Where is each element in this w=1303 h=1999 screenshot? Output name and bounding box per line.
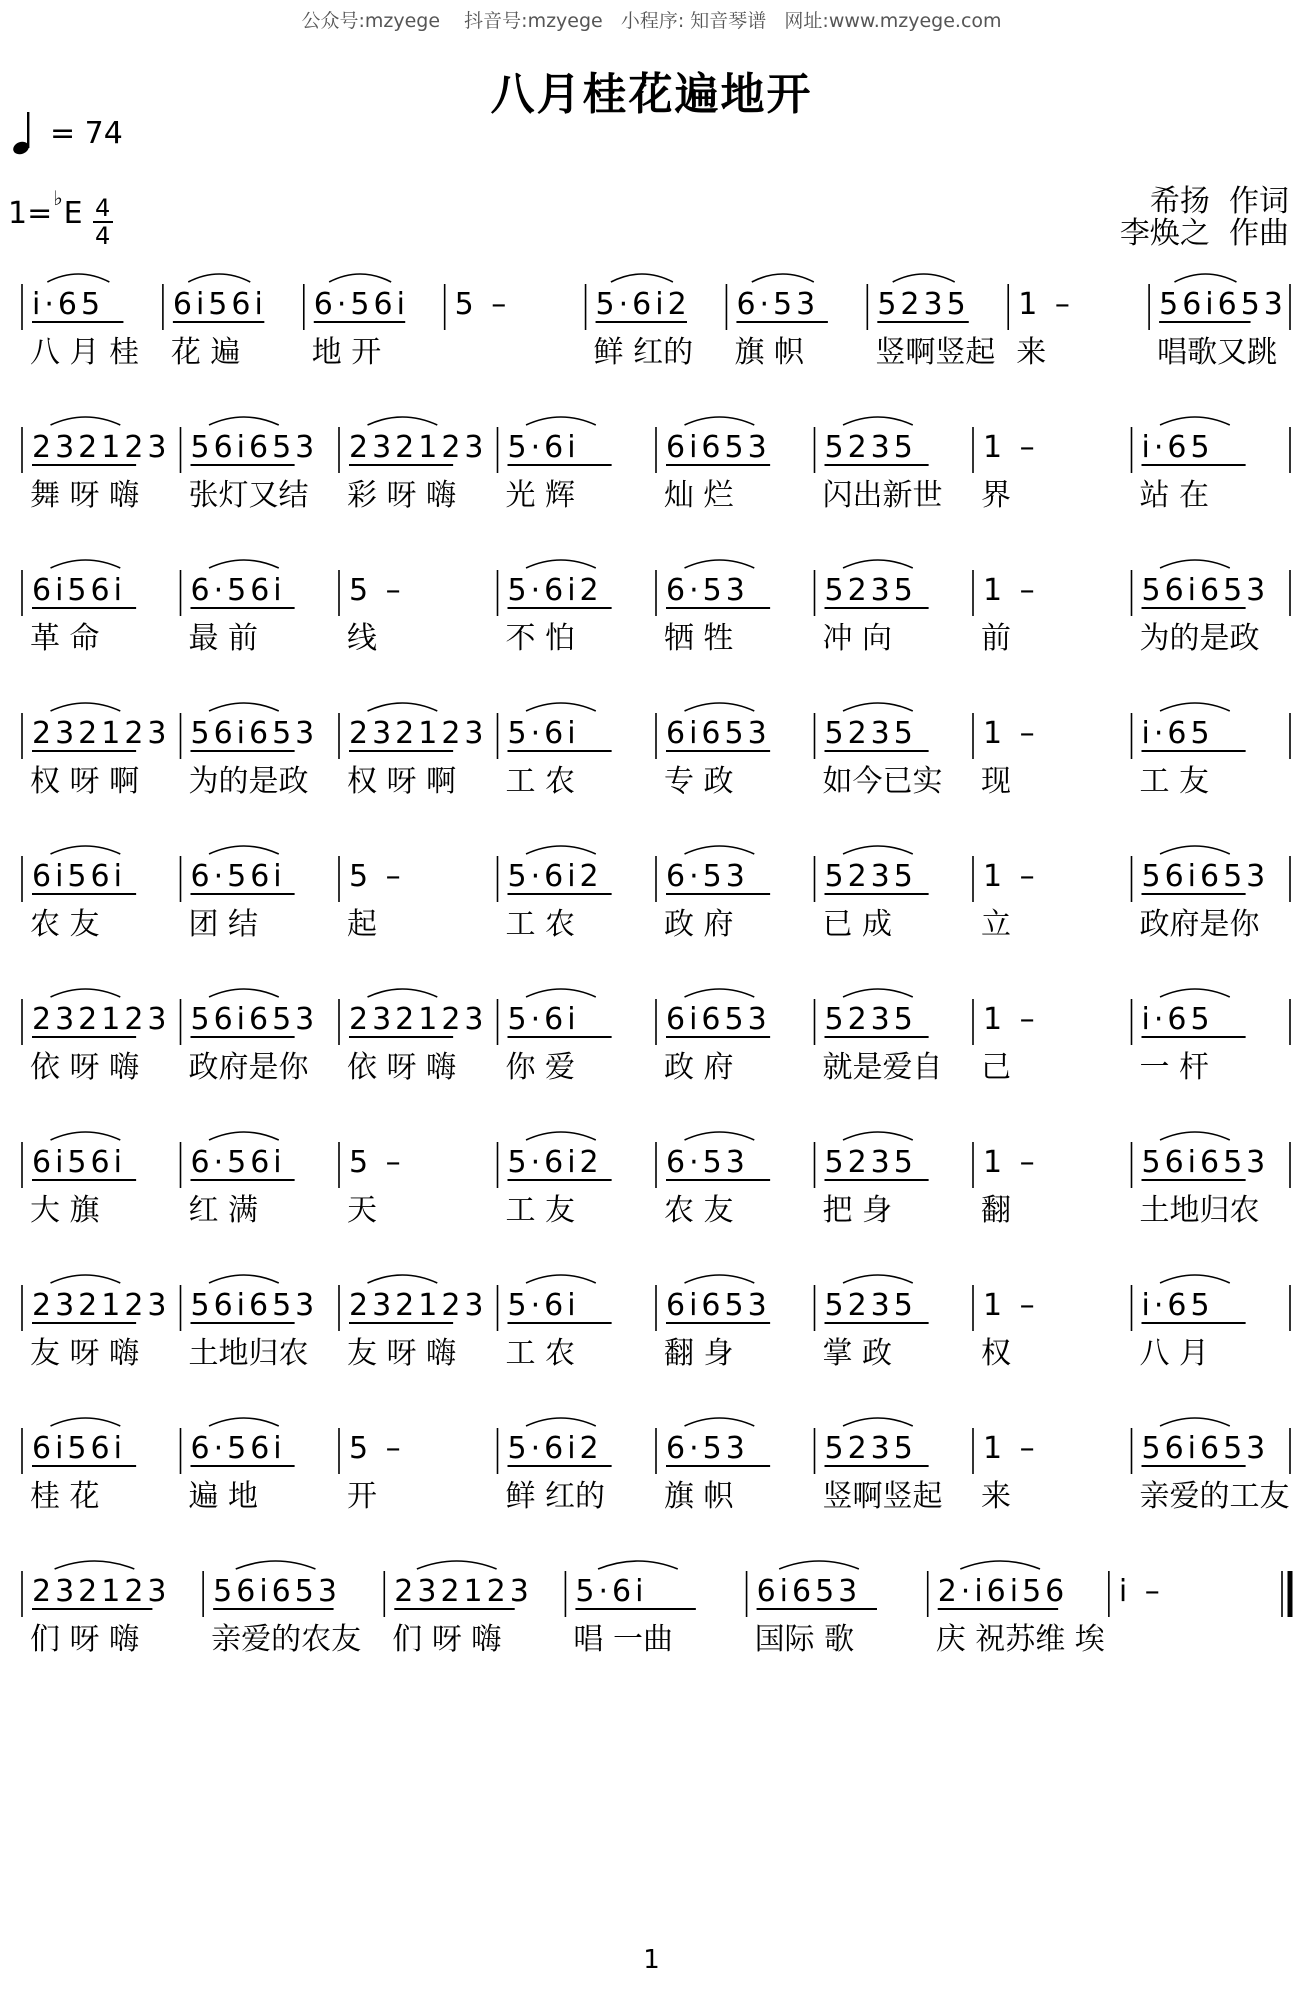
song-title: 八月桂花遍地开: [490, 69, 813, 120]
measure-notes: 6·53: [666, 573, 749, 608]
lyric-text: 工 友: [505, 1193, 576, 1228]
measure-notes: 6i653: [666, 1288, 771, 1323]
slur-mark: [685, 846, 755, 854]
slur-mark: [685, 989, 755, 997]
lyric-text: 站 在: [1139, 478, 1210, 513]
notation-system: [0, 834, 1303, 974]
measure-notes: 5 –: [454, 287, 511, 322]
measure-notes: 6·53: [666, 1431, 749, 1466]
barline-layer: [0, 405, 1303, 545]
lyric-text: 现: [981, 764, 1011, 799]
measure-notes: 232123: [394, 1574, 533, 1609]
slur-mark: [55, 1561, 135, 1569]
slur-mark: [209, 989, 279, 997]
lyric-text: 工 农: [505, 764, 576, 799]
measure-notes: 56i653: [190, 716, 319, 751]
slur-mark: [779, 1561, 859, 1569]
lyric-text: 灿 烂: [664, 478, 734, 513]
lyric-text: 一 杆: [1139, 1050, 1210, 1085]
measure-notes: 232123: [32, 430, 171, 465]
lyric-text: 土地归农: [188, 1336, 309, 1371]
slur-mark: [526, 989, 596, 997]
measure-notes: 5·6i2: [595, 287, 691, 322]
measure-notes: 5·6i: [507, 1002, 580, 1037]
lyric-text: 闪出新世: [822, 478, 943, 513]
slur-mark: [209, 703, 279, 711]
lyric-text: 最 前: [188, 621, 259, 656]
lyric-text: 地 开: [311, 335, 382, 370]
lyric-text: 红 满: [188, 1193, 259, 1228]
tempo-value: = 74: [50, 115, 123, 151]
slur-mark: [526, 417, 596, 425]
measure-notes: 56i653: [1141, 1145, 1270, 1180]
measure-notes: 6·53: [736, 287, 820, 322]
measure-notes: i·65: [1141, 1002, 1214, 1037]
slur-mark: [51, 989, 121, 997]
slur-mark: [685, 703, 755, 711]
lyric-text: 唱 一曲: [573, 1622, 673, 1657]
notation-system: [0, 1120, 1303, 1260]
lyric-text: 天: [347, 1193, 377, 1228]
slur-mark: [51, 846, 121, 854]
measure-notes: 232123: [32, 1002, 171, 1037]
key-prefix: 1=: [8, 196, 53, 231]
lyric-text: 农 友: [664, 1193, 734, 1228]
notation-system: [0, 977, 1303, 1117]
measure-notes: 232123: [32, 716, 171, 751]
slur-mark: [526, 1418, 596, 1426]
slur-mark: [526, 703, 596, 711]
slur-mark: [1174, 274, 1236, 282]
lyric-text: 亲爱的农友: [211, 1622, 362, 1657]
lyric-text: 翻 身: [664, 1336, 734, 1371]
lyric-text: 大 旗: [30, 1193, 100, 1228]
lyric-text: 友 呀 嗨: [30, 1336, 140, 1371]
lyric-text: 把 身: [822, 1193, 893, 1228]
slur-mark: [526, 560, 596, 568]
slur-mark: [236, 1561, 316, 1569]
measure-notes: 6·56i: [190, 573, 286, 608]
measure-notes: i·65: [1141, 716, 1214, 751]
slur-mark: [1160, 1418, 1230, 1426]
measure-notes: 232123: [349, 1288, 488, 1323]
slur-mark: [51, 417, 121, 425]
lyric-text: 亲爱的工友: [1139, 1479, 1290, 1514]
lyric-text: 遍 地: [188, 1479, 259, 1514]
measure-notes: 5·6i2: [507, 1431, 603, 1466]
measure-notes: 5235: [824, 1145, 917, 1180]
time-top: 4: [95, 194, 111, 222]
lyric-text: 国际 歌: [754, 1622, 855, 1657]
measure-notes: 1 –: [983, 430, 1039, 465]
slur-mark: [526, 1275, 596, 1283]
lyric-text: 为的是政: [1139, 621, 1260, 656]
slur-mark: [51, 1132, 121, 1140]
slur-mark: [526, 1132, 596, 1140]
barline-layer: [0, 1406, 1303, 1546]
measure-notes: 5·6i: [507, 716, 580, 751]
measure-notes: i·65: [1141, 430, 1214, 465]
lyric-text: 起: [347, 907, 377, 942]
lyric-text: 彩 呀 嗨: [347, 478, 457, 513]
notation-system: [0, 405, 1303, 545]
slur-mark: [843, 703, 913, 711]
barline-layer: [0, 548, 1303, 688]
barline-layer: [0, 262, 1303, 402]
measure-notes: 5·6i: [507, 1288, 580, 1323]
barline-layer: [0, 977, 1303, 1117]
measure-notes: 5 –: [349, 1145, 405, 1180]
slur-mark: [209, 560, 279, 568]
lyric-text: 权 呀 啊: [347, 764, 457, 799]
slur-mark: [1160, 989, 1230, 997]
lyric-text: 己: [981, 1050, 1011, 1085]
measure-notes: 6i56i: [32, 573, 126, 608]
slur-mark: [209, 417, 279, 425]
lyric-text: 政府是你: [1139, 907, 1260, 942]
measure-notes: 56i653: [190, 1002, 319, 1037]
lyric-text: 立: [981, 907, 1011, 942]
measure-notes: 5·6i: [575, 1574, 648, 1609]
slur-mark: [843, 560, 913, 568]
measure-notes: 232123: [349, 1002, 488, 1037]
measure-notes: 6i653: [666, 430, 771, 465]
lyric-text: 权 呀 啊: [30, 764, 140, 799]
measure-notes: 5235: [824, 859, 917, 894]
slur-mark: [417, 1561, 497, 1569]
measure-notes: 5 –: [349, 573, 405, 608]
measure-notes: 5235: [877, 287, 970, 322]
composer-credit: 李焕之 作曲: [1119, 216, 1289, 251]
lyric-text: 们 呀 嗨: [392, 1622, 502, 1657]
measure-notes: 5·6i2: [507, 859, 603, 894]
slur-mark: [368, 417, 438, 425]
lyric-text: 依 呀 嗨: [30, 1050, 140, 1085]
lyric-text: 八 月 桂: [30, 335, 140, 370]
lyric-text: 旗 帜: [664, 1479, 734, 1514]
key-tonic: E: [63, 196, 83, 231]
slur-mark: [752, 274, 814, 282]
barline-layer: [0, 1120, 1303, 1260]
measure-notes: 6i56i: [172, 287, 267, 322]
measure-notes: 56i653: [1159, 287, 1287, 322]
measure-notes: 1 –: [983, 1002, 1039, 1037]
notation-system: [0, 1406, 1303, 1546]
lyric-text: 牺 牲: [664, 621, 734, 656]
measure-notes: 5235: [824, 430, 917, 465]
slur-mark: [526, 846, 596, 854]
lyric-text: 前: [981, 621, 1011, 656]
measure-notes: i·65: [32, 287, 105, 322]
slur-mark: [611, 274, 673, 282]
barline-layer: [0, 834, 1303, 974]
measure-notes: 6i653: [666, 716, 771, 751]
measure-notes: 1 –: [983, 1431, 1039, 1466]
lyric-text: 如今已实: [822, 764, 943, 799]
measure-notes: 5 –: [349, 859, 405, 894]
lyric-text: 竖啊竖起: [822, 1479, 943, 1514]
barline-layer: [0, 1263, 1303, 1403]
measure-notes: 5235: [824, 573, 917, 608]
time-signature: [93, 196, 113, 248]
lyric-text: 鲜 红的: [505, 1479, 606, 1514]
slur-mark: [47, 274, 109, 282]
slur-mark: [51, 560, 121, 568]
measure-notes: 5235: [824, 716, 917, 751]
slur-mark: [843, 1418, 913, 1426]
barline-layer: [0, 691, 1303, 831]
lyric-text: 工 友: [1139, 764, 1210, 799]
slur-mark: [685, 1132, 755, 1140]
time-bottom: 4: [95, 222, 111, 250]
lyric-text: 为的是政: [188, 764, 309, 799]
measure-notes: 6·56i: [190, 859, 286, 894]
lyricist-credit: 希扬 作词: [1149, 184, 1289, 219]
lyric-text: 唱歌又跳: [1157, 335, 1278, 370]
measure-notes: 5·6i2: [507, 573, 603, 608]
lyric-text: 线: [347, 621, 377, 656]
slur-mark: [685, 1275, 755, 1283]
slur-mark: [893, 274, 955, 282]
lyric-text: 开: [347, 1479, 377, 1514]
slur-mark: [368, 703, 438, 711]
slur-mark: [51, 703, 121, 711]
lyric-text: 政府是你: [188, 1050, 309, 1085]
slur-mark: [1160, 1132, 1230, 1140]
lyric-text: 你 爱: [505, 1050, 576, 1085]
barline-layer: [0, 1549, 1303, 1689]
measure-notes: 2·i6i56: [937, 1574, 1069, 1609]
slur-mark: [843, 417, 913, 425]
lyric-text: 光 辉: [505, 478, 576, 513]
slur-mark: [1160, 703, 1230, 711]
slur-mark: [51, 1275, 121, 1283]
measure-notes: i –: [1118, 1574, 1164, 1609]
lyric-text: 鲜 红的: [593, 335, 694, 370]
measure-notes: 6i653: [756, 1574, 862, 1609]
lyric-text: 革 命: [30, 621, 100, 656]
measure-notes: 1 –: [983, 716, 1039, 751]
lyric-text: 工 农: [505, 1336, 576, 1371]
slur-mark: [843, 1132, 913, 1140]
lyric-text: 来: [981, 1479, 1011, 1514]
measure-notes: 56i653: [1141, 573, 1270, 608]
measure-notes: 1 –: [983, 1145, 1039, 1180]
measure-notes: 6i653: [666, 1002, 771, 1037]
header-watermark-line: 公众号:mzyege 抖音号:mzyege 小程序: 知音琴谱 网址:www.mzyege.com: [301, 10, 1002, 32]
slur-mark: [209, 1132, 279, 1140]
measure-notes: 6·56i: [313, 287, 409, 322]
key-signature: [8, 186, 113, 250]
lyric-text: 团 结: [188, 907, 259, 942]
measure-notes: 6·56i: [190, 1431, 286, 1466]
measure-notes: 6i56i: [32, 859, 126, 894]
lyric-text: 翻: [981, 1193, 1011, 1228]
lyric-text: 八 月: [1139, 1336, 1210, 1371]
lyric-text: 们 呀 嗨: [30, 1622, 140, 1657]
slur-mark: [329, 274, 391, 282]
lyric-text: 旗 帜: [734, 335, 804, 370]
measure-notes: 6·53: [666, 859, 749, 894]
lyric-text: 界: [981, 478, 1011, 513]
notation-system: [0, 548, 1303, 688]
measure-notes: 1 –: [983, 859, 1039, 894]
slur-mark: [209, 1275, 279, 1283]
measure-notes: 5235: [824, 1288, 917, 1323]
slur-mark: [960, 1561, 1040, 1569]
measure-notes: 232123: [32, 1288, 171, 1323]
measure-notes: 56i653: [1141, 1431, 1270, 1466]
lyric-text: 竖啊竖起: [875, 335, 996, 370]
lyric-text: 张灯又结: [188, 478, 309, 513]
measure-notes: 1 –: [1018, 287, 1074, 322]
lyric-text: 冲 向: [822, 621, 893, 656]
lyric-text: 舞 呀 嗨: [30, 478, 140, 513]
measure-notes: 56i653: [213, 1574, 341, 1609]
notation-system: [0, 1263, 1303, 1403]
quarter-note-icon: [12, 110, 34, 156]
slur-mark: [1160, 846, 1230, 854]
notation-system: [0, 1549, 1303, 1689]
slur-mark: [188, 274, 250, 282]
lyric-text: 已 成: [822, 907, 893, 942]
page-number: 1: [643, 1945, 660, 1975]
slur-mark: [1160, 1275, 1230, 1283]
tempo-marking: [12, 110, 123, 156]
lyric-text: 土地归农: [1139, 1193, 1260, 1228]
slur-mark: [843, 1275, 913, 1283]
notation-system: [0, 262, 1303, 402]
lyric-text: 来: [1016, 335, 1047, 370]
slur-mark: [843, 846, 913, 854]
measure-notes: 6i56i: [32, 1145, 126, 1180]
measure-notes: 56i653: [190, 1288, 319, 1323]
slur-mark: [209, 846, 279, 854]
lyric-text: 专 政: [664, 764, 734, 799]
slur-mark: [1160, 417, 1230, 425]
slur-mark: [1160, 560, 1230, 568]
measure-notes: 5·6i: [507, 430, 580, 465]
measure-notes: 232123: [349, 716, 488, 751]
lyric-text: 掌 政: [822, 1336, 893, 1371]
measure-notes: i·65: [1141, 1288, 1214, 1323]
lyric-text: 桂 花: [30, 1479, 100, 1514]
slur-mark: [598, 1561, 678, 1569]
lyric-text: 政 府: [664, 1050, 734, 1085]
measure-notes: 6·56i: [190, 1145, 286, 1180]
slur-mark: [685, 560, 755, 568]
slur-mark: [209, 1418, 279, 1426]
measure-notes: 5235: [824, 1431, 917, 1466]
measure-notes: 56i653: [1141, 859, 1270, 894]
lyric-text: 就是爱自: [822, 1050, 943, 1085]
lyric-text: 农 友: [30, 907, 100, 942]
flat-icon: ♭: [53, 186, 63, 210]
lyric-text: 依 呀 嗨: [347, 1050, 457, 1085]
measure-notes: 5 –: [349, 1431, 405, 1466]
slur-mark: [685, 417, 755, 425]
measure-notes: 1 –: [983, 1288, 1039, 1323]
lyric-text: 工 农: [505, 907, 576, 942]
lyric-text: 花 遍: [170, 335, 241, 370]
slur-mark: [368, 1275, 438, 1283]
lyric-text: 庆 祝苏维 埃: [935, 1622, 1105, 1657]
lyric-text: 友 呀 嗨: [347, 1336, 457, 1371]
lyric-text: 不 怕: [505, 621, 576, 656]
slur-mark: [368, 989, 438, 997]
measure-notes: 6·53: [666, 1145, 749, 1180]
notation-system: [0, 691, 1303, 831]
measure-notes: 56i653: [190, 430, 319, 465]
lyric-text: 政 府: [664, 907, 734, 942]
measure-notes: 5·6i2: [507, 1145, 603, 1180]
measure-notes: 232123: [32, 1574, 171, 1609]
slur-mark: [843, 989, 913, 997]
slur-mark: [51, 1418, 121, 1426]
measure-notes: 232123: [349, 430, 488, 465]
lyric-text: 权: [981, 1336, 1011, 1371]
measure-notes: 5235: [824, 1002, 917, 1037]
measure-notes: 6i56i: [32, 1431, 126, 1466]
slur-mark: [685, 1418, 755, 1426]
measure-notes: 1 –: [983, 573, 1039, 608]
